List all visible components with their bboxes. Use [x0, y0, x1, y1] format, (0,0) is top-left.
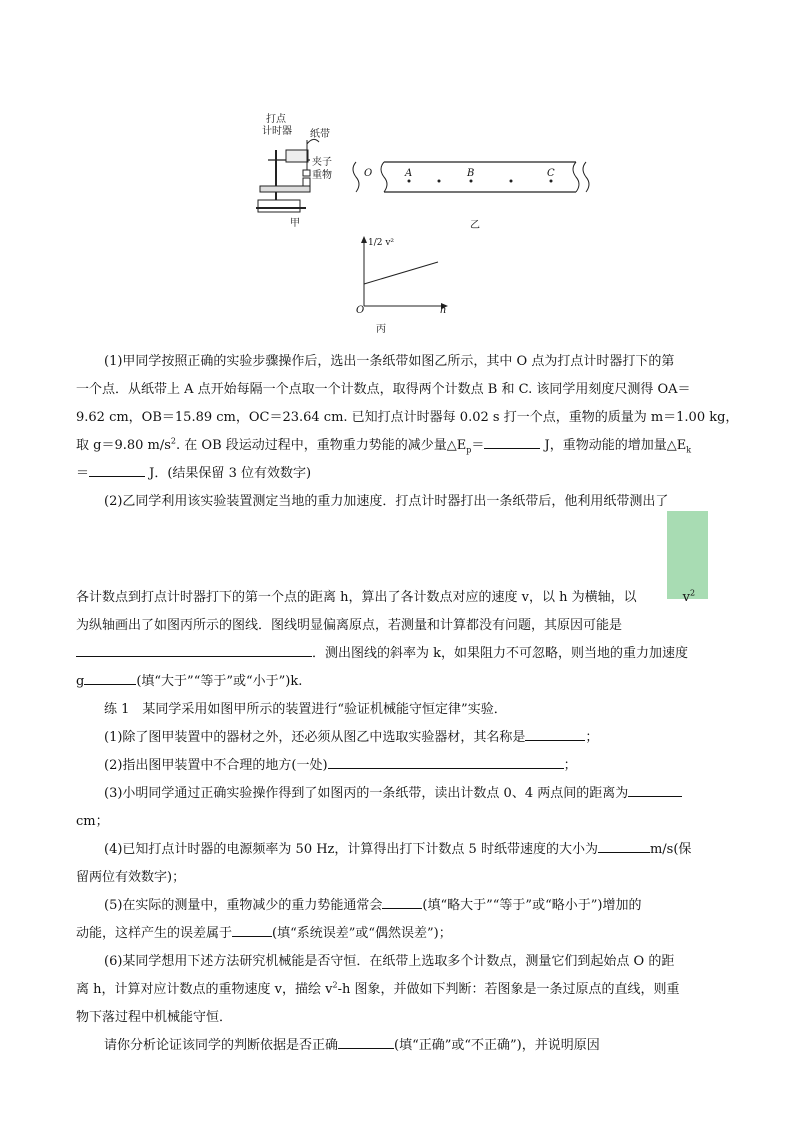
q1-line-2: 一个点．从纸带上 A 点开始每隔一个点取一个计数点，取得两个计数点 B 和 C. 该同学用刻度尺测得 OA＝: [76, 382, 691, 397]
label-zhidai: 纸带: [310, 129, 330, 140]
ex-q7-text: 请你分析论证该同学的判断依据是否正确: [104, 1038, 339, 1053]
ex-q4: [104, 838, 691, 857]
ex-q6-text-2: -h 图象，并做如下判断：若图象是一条过原点的直线，则重: [337, 982, 680, 997]
exercise-title: 练 1 某同学采用如图甲所示的装置进行“验证机械能守恒定律”实验．: [104, 702, 507, 717]
q1-text-ek: J，重物动能的增加量△E: [540, 438, 687, 453]
ex-q4-unit: m/s(保: [649, 842, 692, 857]
ex-q4-cont: 留两位有效数字)；: [76, 870, 186, 885]
ex-q1: [104, 726, 598, 745]
ex-q3-unit: cm；: [76, 814, 109, 829]
q1-eq: ＝: [471, 438, 485, 453]
q1-line-1: (1)甲同学按照正确的实验步骤操作后，选出一条纸带如图乙所示，其中 O 点为打点计时器打下的第: [104, 354, 675, 369]
ex-q5-hint-2: (填“系统误差”或“偶然误差”)；: [272, 926, 452, 941]
ex-q5-hint: (填“略大于”“等于”或“略小于”)增加的: [422, 898, 642, 913]
q2-v: v: [682, 590, 690, 605]
figure-paper-tape: [350, 158, 592, 200]
q2-line-2: [76, 586, 695, 605]
answer-blank-reason[interactable]: [76, 644, 312, 657]
q2-text-axis: 各计数点到打点计时器打下的第一个点的距离 h，算出了各计数点对应的速度 v，以 h 为横轴，以: [76, 590, 637, 605]
ex-q6-text: 离 h，计算对应计数点的重物速度 v，描绘 v: [76, 982, 333, 997]
tape-point-a: A: [405, 168, 413, 179]
q1-eq-2: ＝: [76, 466, 90, 481]
q1-text-ep: . 在 OB 段运动过程中，重物重力势能的减少量△E: [176, 438, 467, 453]
sup-2c: 2: [332, 980, 338, 990]
tape-point-b: B: [467, 168, 475, 179]
q1-line-4: [76, 434, 691, 455]
graph-x-axis-label: h: [440, 305, 447, 316]
answer-blank-ex1[interactable]: [525, 728, 585, 741]
answer-blank-ep[interactable]: [484, 436, 540, 449]
q1-note: J．(结果保留 3 位有效数字): [145, 466, 312, 481]
ex-q6-end: 物下落过程中机械能守恒．: [76, 1010, 233, 1025]
q2-g: g: [76, 674, 85, 689]
q2-fill-hint: (填“大于”“等于”或“小于”)k.: [136, 674, 303, 689]
sub-k: k: [686, 445, 692, 455]
caption-yi: 乙: [470, 220, 480, 231]
answer-blank-ex4[interactable]: [598, 840, 650, 853]
q2-line-4: [76, 642, 688, 661]
label-zhongwu: 重物: [312, 170, 332, 181]
ex-q1-end: ；: [585, 730, 599, 745]
answer-blank-compare[interactable]: [84, 672, 136, 685]
q1-line-3: 9.62 cm，OB＝15.89 cm，OC＝23.64 cm. 已知打点计时器每 0.02 s 打一个点，重物的质量为 m＝1.00 kg，: [76, 410, 739, 425]
sup-2b: 2: [689, 588, 696, 598]
ex-q2-text: (2)指出图甲装置中不合理的地方(一处): [104, 758, 328, 773]
q2-line-3: 为纵轴画出了如图丙所示的图线．图线明显偏离原点，若测量和计算都没有问题，其原因可能是: [76, 618, 623, 633]
answer-blank-ex5b[interactable]: [232, 924, 272, 937]
tape-point-o: O: [364, 168, 373, 179]
ex-q5-text-2: 动能，这样产生的误差属于: [76, 926, 233, 941]
ex-q1-text: (1)除了图甲装置中的器材之外，还必须从图乙中选取实验器材，其名称是: [104, 730, 526, 745]
ex-q3: [104, 782, 682, 801]
graph-y-axis-label: 1/2 v²: [368, 238, 395, 248]
q1-line-5: [76, 462, 311, 481]
tape-point-c: C: [547, 168, 555, 179]
ex-q7: [104, 1034, 600, 1053]
answer-blank-ex7[interactable]: [338, 1036, 394, 1049]
ex-q6-cont: [76, 978, 679, 997]
q2-slope-text: ．测出图线的斜率为 k，如果阻力不可忽略，则当地的重力加速度: [312, 646, 689, 661]
answer-blank-ex2[interactable]: [328, 756, 564, 769]
label-dadian: 打点: [266, 114, 286, 125]
ex-q5-cont: [76, 922, 452, 941]
ex-q6: (6)某同学想用下述方法研究机械能是否守恒．在纸带上选取多个计数点，测量它们到起始点 O 的距: [104, 954, 675, 969]
answer-blank-ex5a[interactable]: [382, 896, 422, 909]
ex-q2: [104, 754, 577, 773]
ex-q2-end: ；: [563, 758, 577, 773]
q1-text-g: 取 g＝9.80 m/s: [76, 438, 171, 453]
caption-jia: 甲: [290, 218, 300, 229]
label-jishiqi: 计时器: [262, 126, 292, 137]
ex-q5: [104, 894, 641, 913]
ex-q7-hint: (填“正确”或“不正确”)，并说明原因: [394, 1038, 600, 1053]
figure-graph: [350, 234, 450, 314]
answer-blank-ek[interactable]: [89, 464, 145, 477]
ex-q4-text: (4)已知打点计时器的电源频率为 50 Hz，计算得出打下计数点 5 时纸带速度的大小为: [104, 842, 598, 857]
sub-p: p: [466, 445, 472, 455]
ex-q5-text: (5)在实际的测量中，重物减少的重力势能通常会: [104, 898, 383, 913]
answer-blank-ex3[interactable]: [628, 784, 682, 797]
q2-line-1: (2)乙同学利用该实验装置测定当地的重力加速度．打点计时器打出一条纸带后，他利用纸带测出了: [104, 494, 669, 509]
graph-origin-label: O: [356, 305, 365, 316]
q2-line-5: [76, 670, 302, 689]
caption-bing: 丙: [376, 324, 386, 335]
sup-2: 2: [170, 436, 177, 446]
label-jiazi: 夹子: [312, 157, 332, 168]
ex-q3-text: (3)小明同学通过正确实验操作得到了如图丙的一条纸带，读出计数点 0、4 两点间的距离为: [104, 786, 629, 801]
